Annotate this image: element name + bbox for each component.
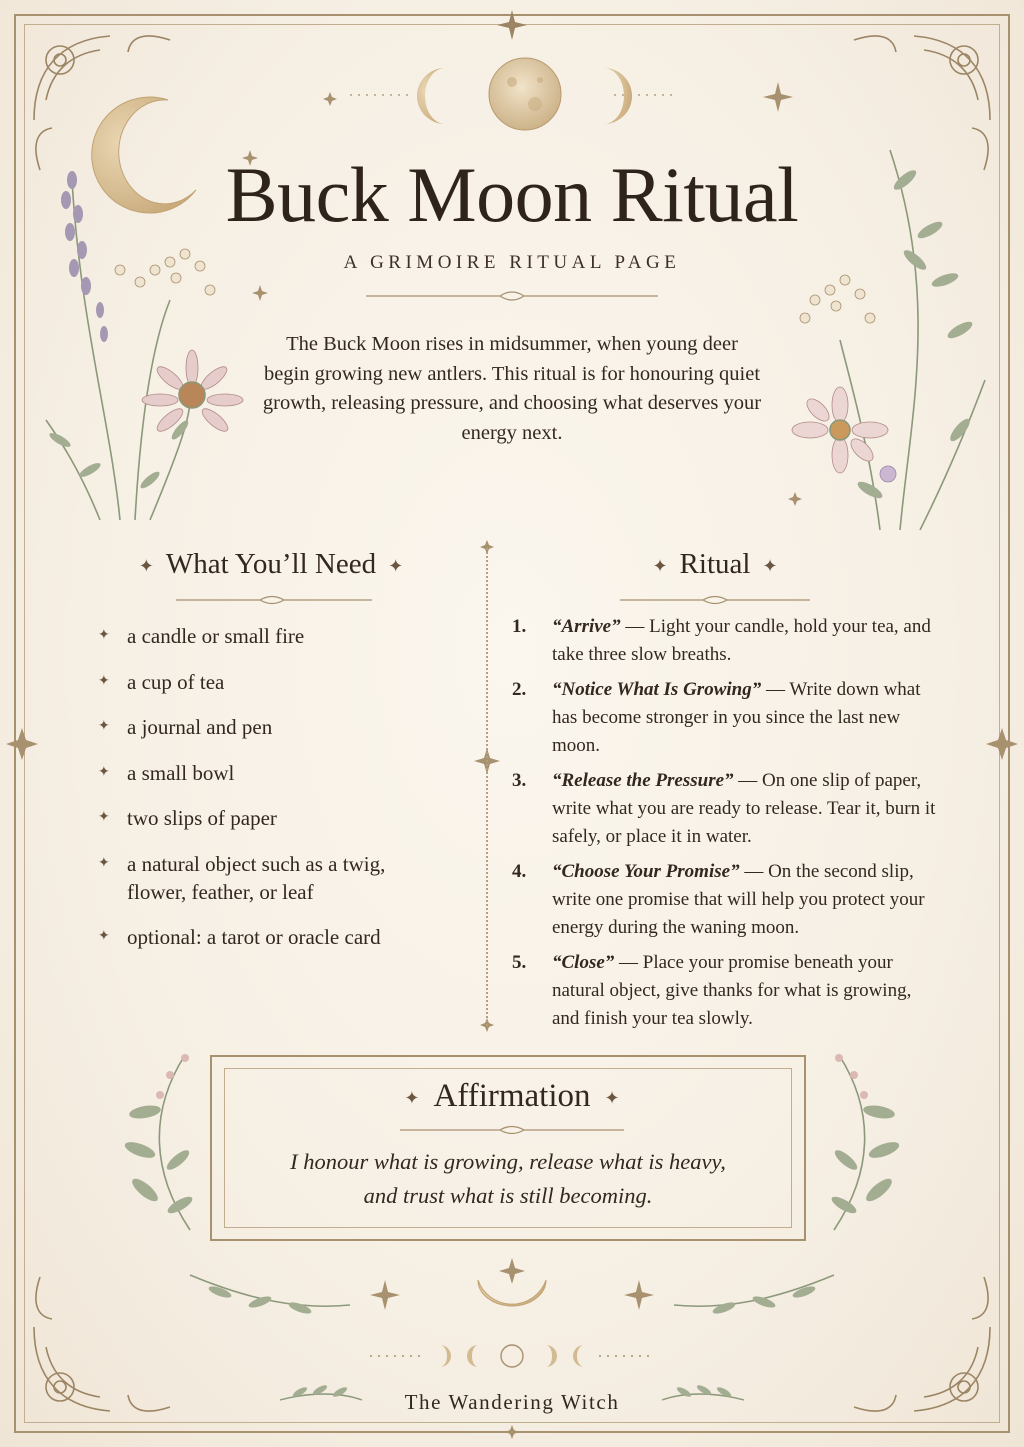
list-item: ✦ a small bowl (98, 760, 235, 785)
page-title: Buck Moon Ritual (225, 151, 799, 238)
list-item: ✦ optional: a tarot or oracle card (98, 925, 381, 949)
list-item: ✦ a journal and pen (98, 715, 273, 739)
sparkle-icon: ✦ (652, 555, 668, 576)
sparkle-icon: ✦ (604, 1087, 620, 1108)
list-item: ✦ two slips of paper (98, 806, 277, 830)
needs-list (96, 622, 456, 969)
sparkle-bullet-icon: ✦ (98, 764, 110, 780)
bottom-crescent-icon (370, 1258, 654, 1310)
page-subtitle: A GRIMOIRE RITUAL PAGE (343, 252, 681, 273)
needs-heading-divider-icon (176, 597, 372, 604)
title-divider-icon (366, 292, 658, 300)
moon-phases-bottom-icon (370, 1345, 654, 1367)
affirmation-text (224, 1145, 792, 1213)
ritual-steps-list (510, 613, 940, 1040)
sparkle-icon: ✦ (404, 1087, 420, 1108)
list-item: ✦ a cup of tea (98, 669, 225, 694)
sparkle-bullet-icon: ✦ (98, 719, 110, 734)
sparkle-bullet-icon: ✦ (98, 810, 110, 825)
needs-heading (96, 548, 446, 581)
sparkle-icon: ✦ (388, 555, 404, 576)
affirmation-heading (0, 1078, 1024, 1115)
sparkle-bullet-icon: ✦ (98, 628, 110, 643)
ritual-heading-text: Ritual (679, 548, 751, 580)
sparkle-icon: ✦ (762, 555, 778, 576)
ritual-heading-divider-icon (620, 597, 810, 604)
column-divider (486, 548, 488, 1026)
ritual-step: 1. “Arrive” — Light your candle, hold your tea, and take three slow breaths. (512, 616, 931, 665)
ritual-step: 3. “Release the Pressure” — On one slip of paper, write what you are ready to release. Tear it, burn it safely, or place it in water. (512, 770, 936, 847)
ritual-step: 2. “Notice What Is Growing” — Write down what has become stronger in you since the last new moon. (512, 679, 921, 756)
sparkle-bullet-icon: ✦ (98, 855, 110, 871)
affirmation-line-1: I honour what is growing, release what is heavy, (290, 1149, 726, 1174)
ritual-step: 4. “Choose Your Promise” — On the second slip, write one promise that will help you protect your energy during the waning moon. (512, 861, 925, 938)
moon-phases-top-icon (323, 58, 793, 130)
top-sparkle-icon (497, 10, 527, 40)
ritual-step: 5. “Close” — Place your promise beneath your natural object, give thanks for what is growing, and finish your tea slowly. (512, 952, 912, 1029)
sparkle-bullet-icon: ✦ (98, 673, 110, 689)
cosmos-flower-icon (792, 387, 888, 473)
intro-paragraph: The Buck Moon rises in midsummer, when young deer begin growing new antlers. This ritual is for honouring quiet growth, releasing pressure, and choosing what deserves your energy next. (262, 333, 762, 444)
footer-signature: The Wandering Witch (404, 1390, 620, 1414)
sparkle-icon: ✦ (138, 555, 154, 576)
list-item: ✦ a candle or small fire (98, 624, 305, 648)
coneflower-icon (142, 350, 243, 435)
ritual-heading (560, 548, 870, 581)
list-item: ✦ a natural object such as a twig, flower, feather, or leaf (98, 851, 386, 904)
affirmation-line-2: and trust what is still becoming. (363, 1183, 653, 1208)
affirmation-heading-text: Affirmation (433, 1078, 591, 1114)
needs-heading-text: What You’ll Need (165, 548, 377, 580)
sparkle-bullet-icon: ✦ (98, 929, 110, 944)
